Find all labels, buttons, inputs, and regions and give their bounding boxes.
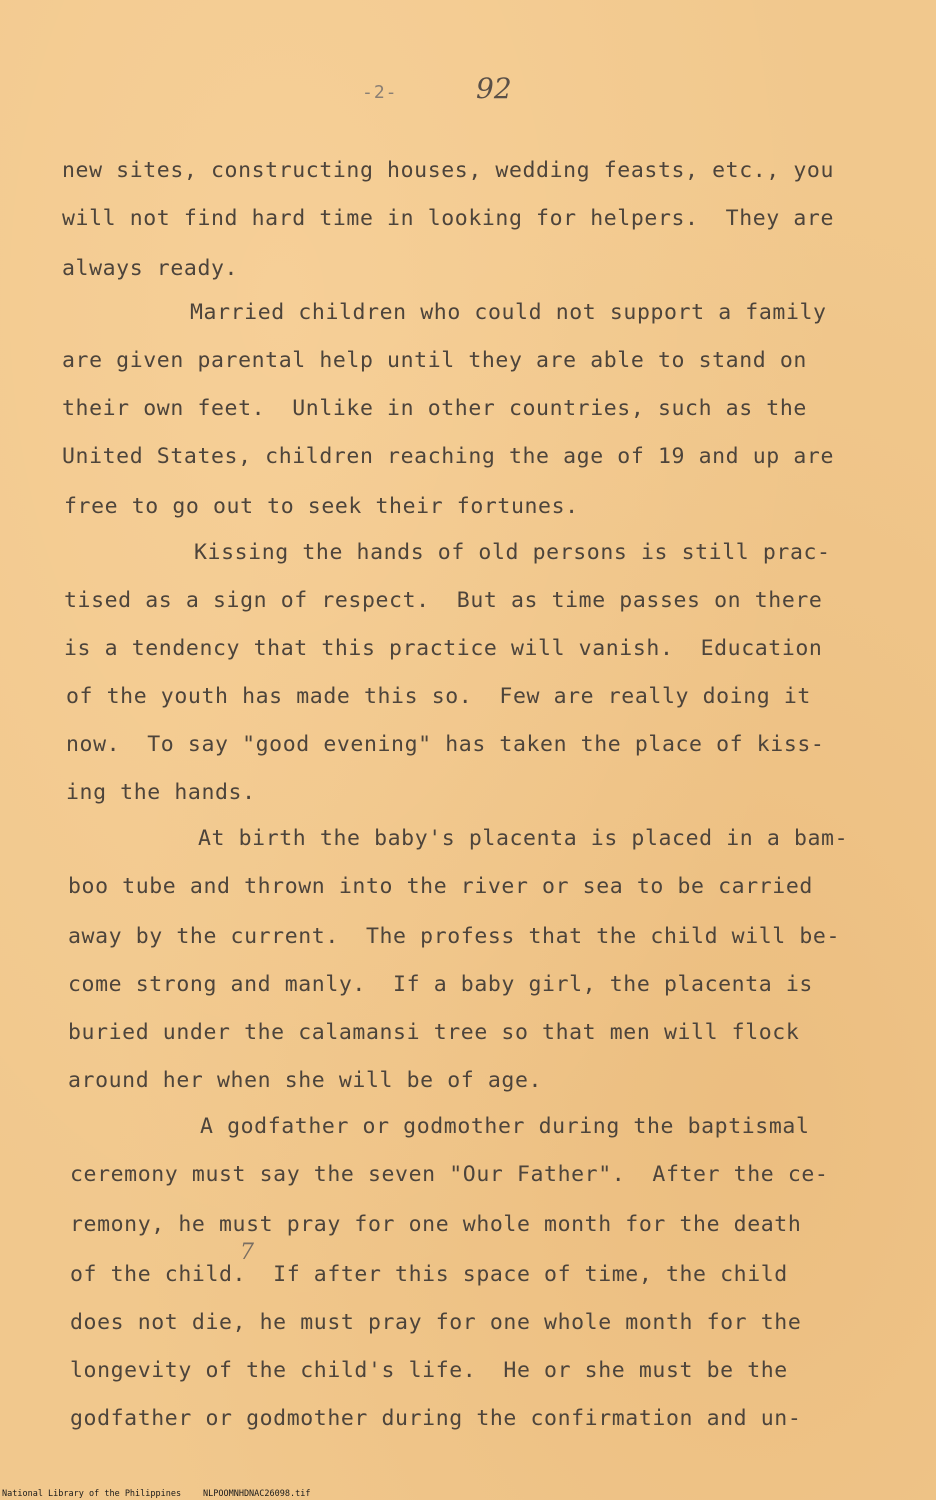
page-number: 92	[476, 72, 512, 105]
text-line: are given parental help until they are able to stand on	[62, 348, 807, 373]
page-header-dash: -2-	[362, 82, 398, 103]
text-line: ceremony must say the seven "Our Father". After the ce-	[70, 1162, 829, 1187]
text-line: longevity of the child's life. He or she must be the	[70, 1358, 788, 1383]
paragraph-start-line: Kissing the hands of old persons is still prac-	[194, 540, 831, 565]
text-line: ing the hands.	[66, 780, 256, 805]
text-line: of the child. If after this space of time, the child	[70, 1262, 788, 1287]
paragraph-start-line: Married children who could not support a family	[190, 300, 827, 325]
text-line: free to go out to seek their fortunes.	[64, 494, 579, 519]
text-line: tised as a sign of respect. But as time passes on there	[64, 588, 823, 613]
text-line: United States, children reaching the age of 19 and up are	[62, 444, 835, 469]
text-line: will not find hard time in looking for helpers. They are	[62, 206, 835, 231]
text-line: new sites, constructing houses, wedding feasts, etc., you	[62, 158, 835, 183]
handwritten-footnote-mark: 7	[240, 1240, 254, 1265]
text-line: come strong and manly. If a baby girl, the placenta is	[68, 972, 813, 997]
text-line: of the youth has made this so. Few are really doing it	[66, 684, 811, 709]
text-line: now. To say "good evening" has taken the place of kiss-	[66, 732, 825, 757]
text-line: boo tube and thrown into the river or sea to be carried	[68, 874, 813, 899]
text-line: buried under the calamansi tree so that men will flock	[68, 1020, 800, 1045]
text-line: does not die, he must pray for one whole month for the	[70, 1310, 802, 1335]
text-line: around her when she will be of age.	[68, 1068, 543, 1093]
text-line: remony, he must pray for one whole month for the death	[70, 1212, 802, 1237]
text-line: their own feet. Unlike in other countries, such as the	[62, 396, 807, 421]
text-line: is a tendency that this practice will vanish. Education	[64, 636, 823, 661]
text-line: godfather or godmother during the confirmation and un-	[70, 1406, 802, 1431]
footer-library-name: National Library of the Philippines	[2, 1489, 182, 1499]
paragraph-start-line: At birth the baby's placenta is placed in a bam-	[198, 826, 849, 851]
text-line: away by the current. The profess that the child will be-	[68, 924, 841, 949]
paragraph-start-line: A godfather or godmother during the baptismal	[200, 1114, 810, 1139]
text-line: always ready.	[62, 256, 239, 281]
footer-file-id: NLPOOMNHDNAC26098.tif	[203, 1489, 311, 1499]
